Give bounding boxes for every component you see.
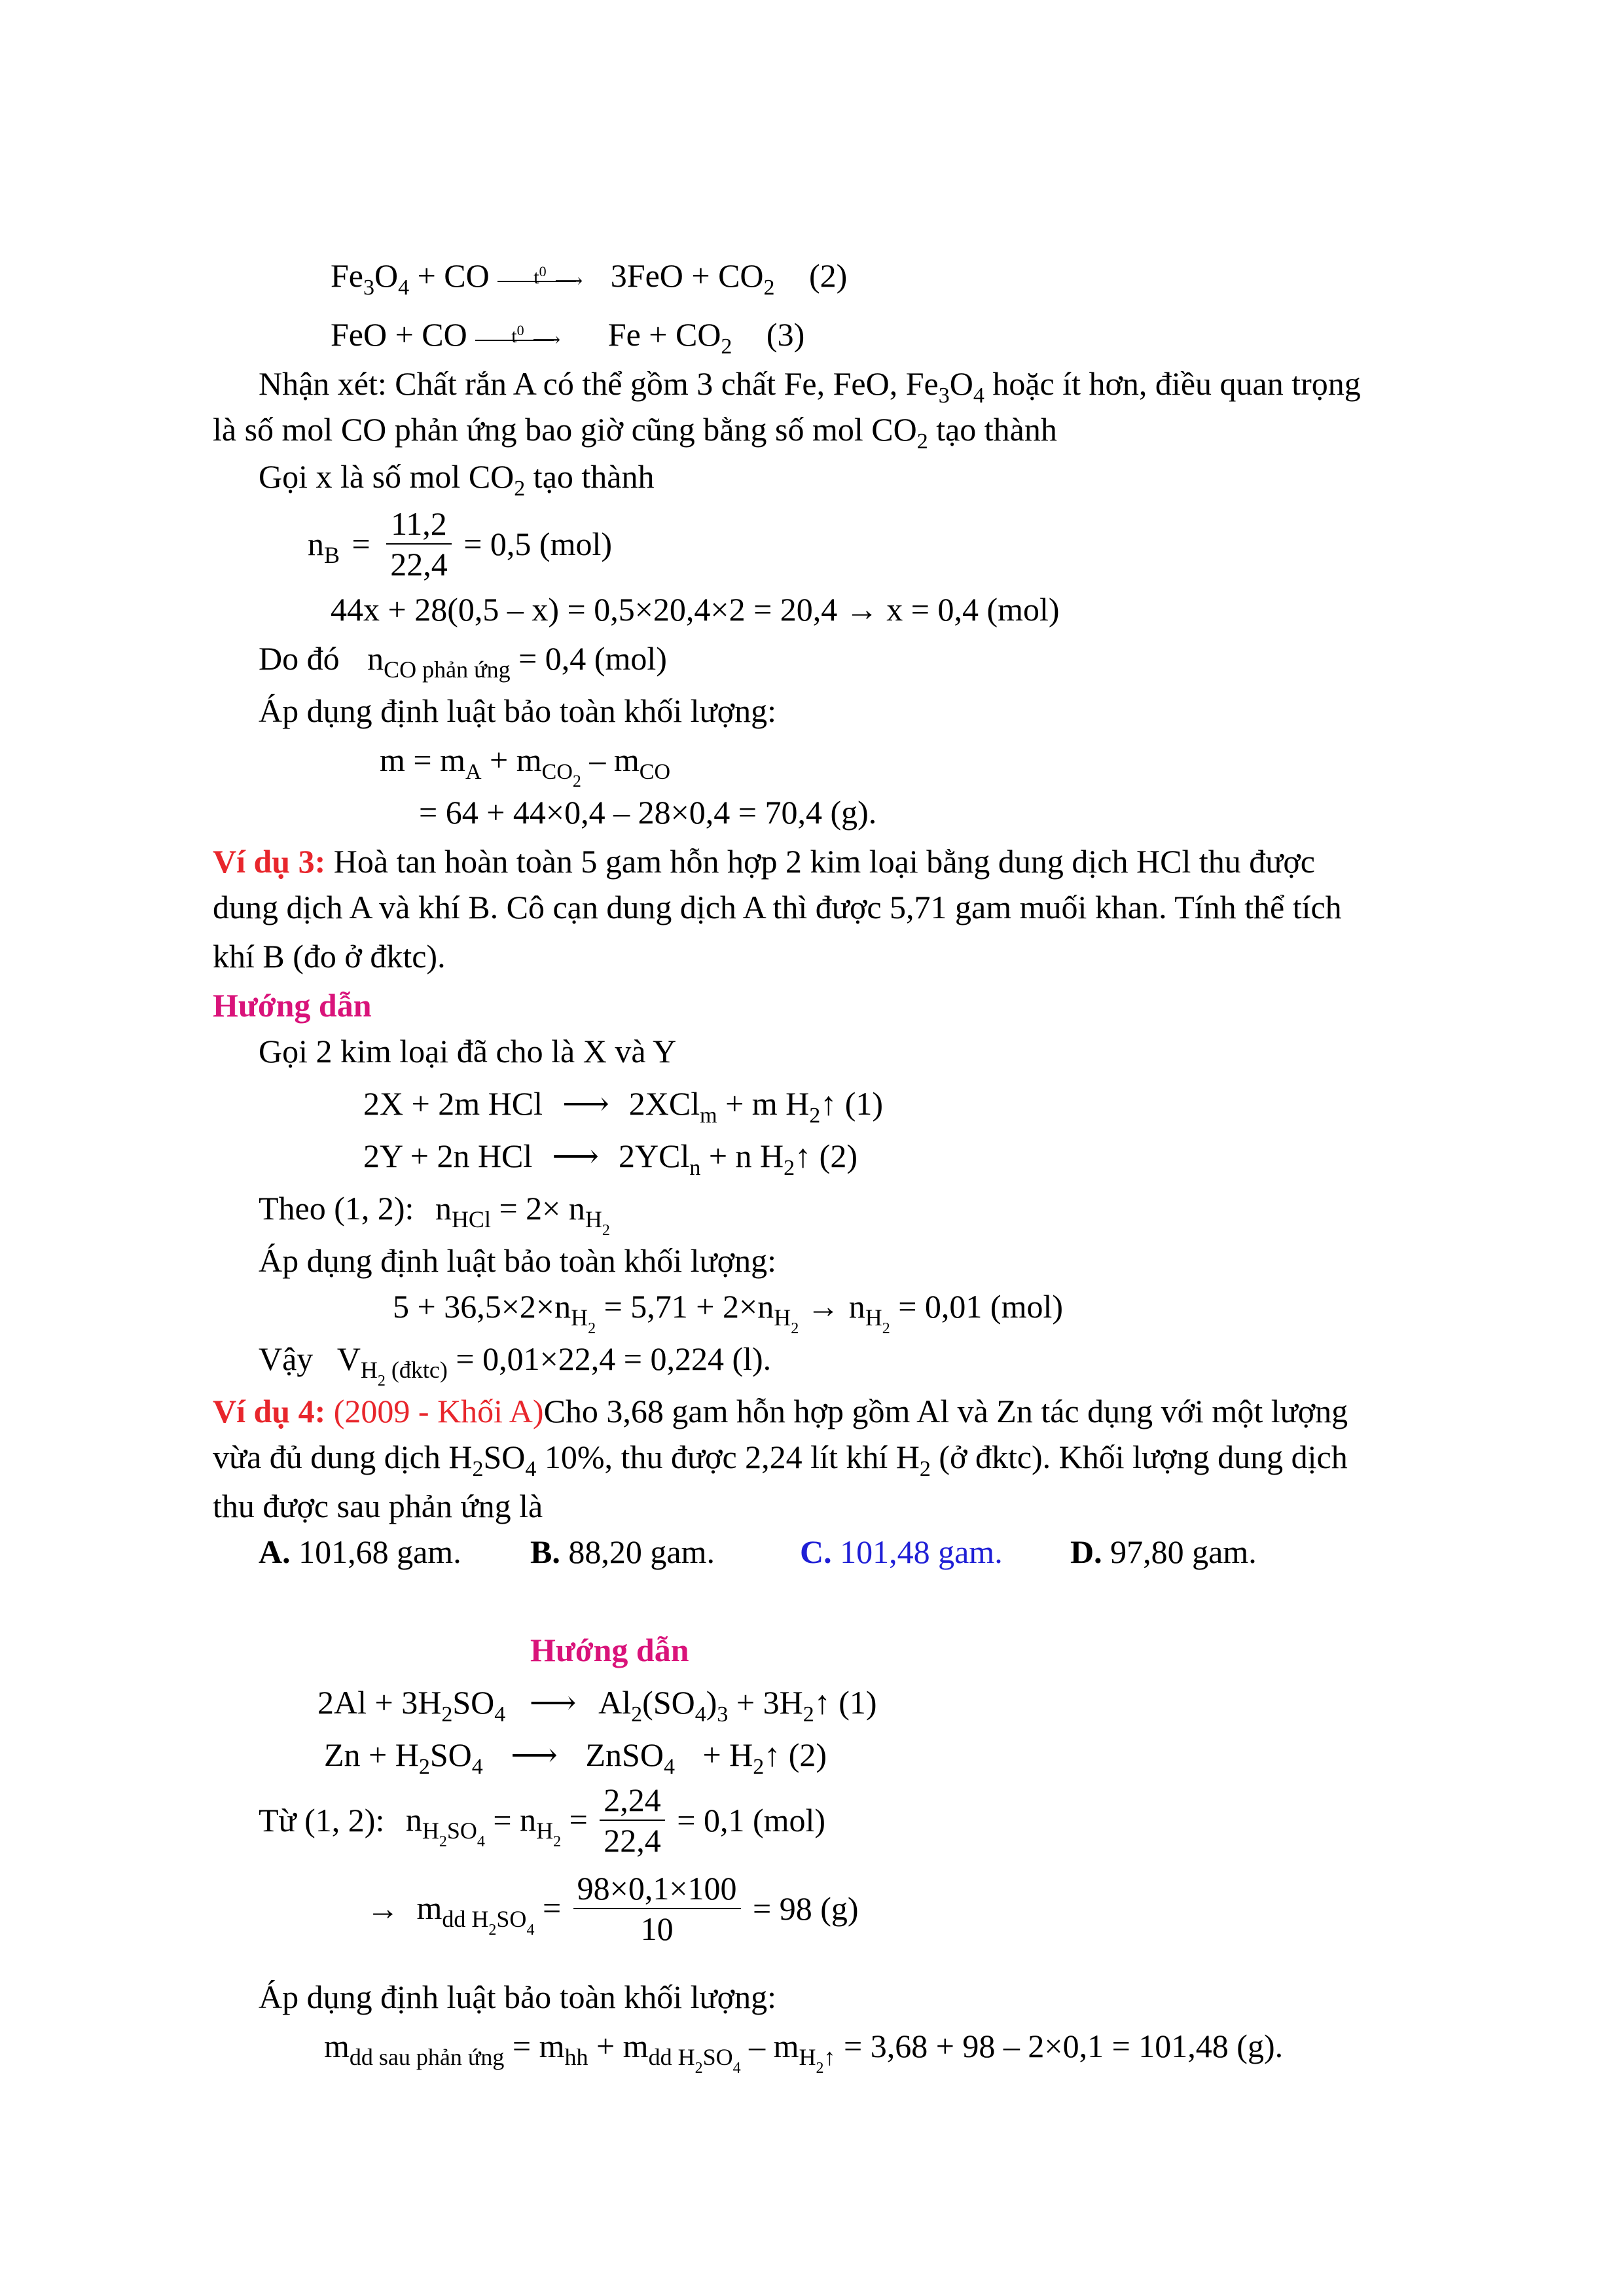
example-3-line3: khí B (đo ở đktc). — [213, 938, 446, 975]
apdung-line-3: Áp dụng định luật bảo toàn khối lượng: — [259, 1979, 776, 2015]
goi-2-line: Gọi 2 kim loại đã cho là X và Y — [259, 1033, 677, 1069]
tu-fraction: $\frac{2,24}{22,4}$ — [600, 1780, 665, 1860]
dodo-line: Do đó $n_{CO phản ứng} = 0,4$ (mol) — [259, 640, 667, 683]
example-3-line2: dung dịch A và khí B. Cô cạn dung dịch A thì được 5,71 gam muối khan. Tính thể tích — [213, 889, 1342, 925]
reaction-y: 2Y + 2n HCl ⟶ 2YCl$_n$ + n $H_2↑$ (2) — [363, 1138, 857, 1180]
option-a[interactable]: A. 101,68 gam. — [259, 1534, 461, 1570]
nB-equation: $n_B$ = $\frac{11,2}{22,4}$ = 0,5 (mol) — [308, 505, 613, 583]
nhanxet-line1: Nhận xét: Chất rắn A có thể gồm 3 chất Fe, FeO, $Fe_3O_4$ hoặc ít hơn, điều quan trọng — [259, 365, 1361, 408]
example-4-label: Ví dụ 4: — [213, 1393, 326, 1429]
m-equation-2: = 64 + 44×0,4 – 28×0,4 = 70,4 (g). — [419, 794, 877, 831]
example-4-line2: vừa đủ dung dịch $H_2SO_4$ 10%, thu được 2,24 lít khí $H_2$ (ở đktc). Khối lượng dung dịch — [213, 1439, 1348, 1481]
reaction-arrow-icon: $t^0$ ⟶ — [497, 270, 583, 289]
guide-heading-2: Hướng dẫn — [530, 1632, 689, 1668]
option-d[interactable]: D. 97,80 gam. — [1070, 1534, 1257, 1570]
nB-fraction: $\frac{11,2}{22,4}$ — [386, 504, 452, 584]
mdd-fraction: $\frac{98\times 0,1\times 100}{10}$ — [573, 1869, 741, 1948]
reaction-arrow-icon: $t^0$ ⟶ — [475, 329, 560, 348]
guide-heading-1: Hướng dẫn — [213, 987, 372, 1024]
reaction-feo: FeO + CO $t^0$ ⟶ $Fe + CO_2$ (3) — [331, 316, 805, 359]
reaction-zn: $Zn + H_2SO_4$ ⟶ ZnSO$_4$ + $H_2↑$ (2) — [324, 1736, 827, 1779]
equation-44x: 44x + 28(0,5 – x) = 0,5×20,4×2 = 20,4 → x = 0,4 (mol) — [331, 591, 1060, 628]
nhanxet-line2: là số mol CO phản ứng bao giờ cũng bằng số mol $CO_2$ tạo thành — [213, 411, 1057, 454]
option-c[interactable]: C. 101,48 gam. — [800, 1534, 1003, 1570]
apdung-line-2: Áp dụng định luật bảo toàn khối lượng: — [259, 1242, 776, 1279]
apdung-line-1: Áp dụng định luật bảo toàn khối lượng: — [259, 692, 776, 729]
example-4-source: (2009 - Khối A) — [325, 1393, 544, 1429]
equation-5: $5 + 36,5\times 2\times n_{H_2} = 5,71 + 2\times n_{H_2} \to n_{H_2} = 0,01$ (mol) — [393, 1288, 1064, 1337]
example-3-line1: Ví dụ 3: Hoà tan hoàn toàn 5 gam hỗn hợp 2 kim loại bằng dung dịch HCl thu được — [213, 843, 1315, 880]
example-4-line3: thu được sau phản ứng là — [213, 1488, 543, 1524]
mdd-equation: → $m_{dd H_2SO_4}$ = $\frac{98\times 0,1\times 100}{10}$ = 98 (g) — [367, 1870, 859, 1947]
reaction-x: 2X + 2m HCl ⟶ 2XCl$_m$ + m $H_2↑$ (1) — [363, 1085, 884, 1128]
m-equation-1: $m = m_A + m_{CO_2} - m_{CO}$ — [380, 742, 671, 791]
theo-line: Theo (1, 2): $n_{HCl} = 2\times n_{H_2}$ — [259, 1190, 610, 1239]
final-equation: $m_{dd sau phản ứng} = m_{hh} + m_{dd H_2SO_4} - m_{H_2↑} = 3,68 + 98 - 2\times 0,1 = 101,48$ (g). — [324, 2028, 1284, 2077]
vay-line: Vậy $V_{H_2 (đktc)} = 0,01\times 22,4 = 0,224$ (l). — [259, 1340, 772, 1390]
reaction-al: $2Al + 3H_2SO_4$ ⟶ $Al_2(SO_4)_3$ + $3H_2↑$ (1) — [317, 1684, 877, 1727]
reaction-fe3o4: $Fe_3O_4$ + CO $t^0$ ⟶ $3FeO + CO_2$ (2) — [331, 257, 848, 300]
example-4-line1: Ví dụ 4: (2009 - Khối A)Cho 3,68 gam hỗn hợp gồm Al và Zn tác dụng với một lượng — [213, 1393, 1348, 1429]
tu-equation: Từ (1, 2): $n_{H_2SO_4} = n_{H_2}$ = $\frac{2,24}{22,4}$ = 0,1 (mol) — [259, 1782, 826, 1859]
option-b[interactable]: B. 88,20 gam. — [530, 1534, 715, 1570]
example-3-label: Ví dụ 3: — [213, 843, 326, 880]
goi-x-line: Gọi x là số mol $CO_2$ tạo thành — [259, 458, 655, 501]
